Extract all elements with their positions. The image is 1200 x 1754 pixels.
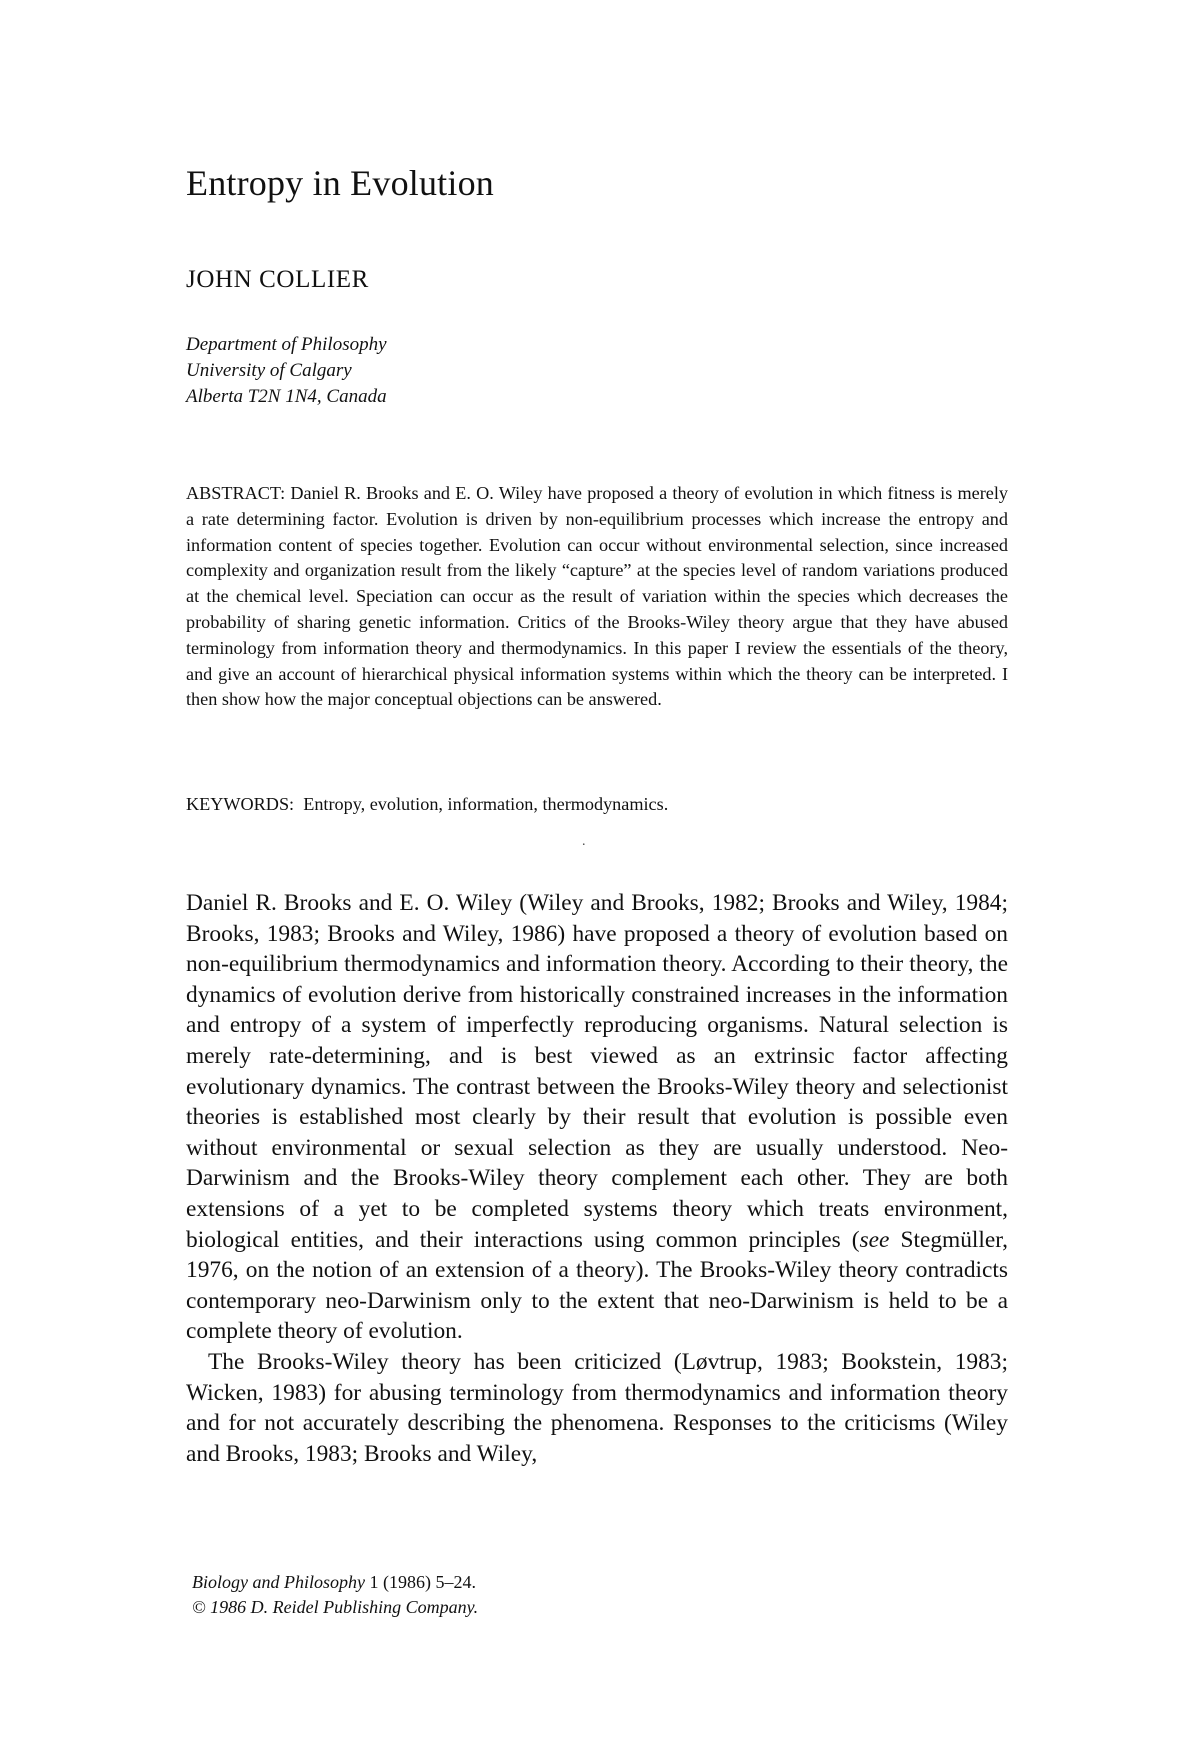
emphasis-text: see bbox=[859, 1226, 890, 1253]
affiliation-line: Alberta T2N 1N4, Canada bbox=[186, 386, 387, 407]
citation-footer bbox=[192, 1570, 478, 1620]
journal-citation bbox=[192, 1570, 478, 1595]
keywords-label: KEYWORDS: bbox=[186, 794, 295, 814]
copyright-notice: © 1986 D. Reidel Publishing Company. bbox=[192, 1597, 479, 1617]
affiliation-line: Department of Philosophy bbox=[186, 334, 387, 355]
paragraph: The Brooks-Wiley theory has been criticized (Løvtrup, 1983; Bookstein, 1983; Wicken, 1983) for abusing terminology from thermodynamics and information theory and for not accurately describing the phenomena. Responses to the criticisms (Wiley and Brooks, 1983; Brooks and Wiley, bbox=[186, 1348, 1008, 1467]
article-title: Entropy in Evolution bbox=[186, 163, 494, 203]
volume-pages: 1 (1986) 5–24. bbox=[364, 1572, 476, 1592]
abstract-label: ABSTRACT: bbox=[186, 483, 286, 503]
paragraph-text: Daniel R. Brooks and E. O. Wiley (Wiley and Brooks, 1982; Brooks and Wiley, 1984; Brooks, 1983; Brooks and Wiley, 1986) have proposed a theory of evolution based on non-equilibrium thermodynamics and information theory. According to their theory, the dynamics of evolution derive from historically constrained increases in the information and entropy of a system of imperfectly reproducing organisms. Natural selection is merely rate-determining, and is best viewed as an extrinsic factor affecting evolutionary dynamics. The contrast between the Brooks-Wiley theory and selectionist theories is established most clearly by their result that evolution is possible even without environmental or sexual selection as they are usually understood. Neo-Darwinism and the Brooks-Wiley theory complement each other. They are both extensions of a yet to be completed systems theory which treats environment, biological entities, and their interactions using common principles ( bbox=[186, 890, 1008, 1253]
body-text bbox=[186, 888, 1008, 1469]
journal-name: Biology and Philosophy bbox=[192, 1572, 365, 1592]
paragraph bbox=[186, 888, 1008, 1347]
affiliation-line: University of Calgary bbox=[186, 360, 352, 381]
keywords bbox=[186, 791, 1008, 817]
abstract-text: Daniel R. Brooks and E. O. Wiley have proposed a theory of evolution in which fitness is merely a rate determining factor. Evolution is driven by non-equilibrium processes which increase the entropy and information content of species together. Evolution can occur without environmental selection, since increased complexity and organization result from the likely “capture” at the species level of random variations produced at the chemical level. Speciation can occur as the result of variation within the species which decreases the probability of sharing genetic information. Critics of the Brooks-Wiley theory argue that they have abused terminology from information theory and thermodynamics. In this paper I review the essentials of the theory, and give an account of hierarchical physical information systems within which the theory can be interpreted. I then show how the major conceptual objections can be answered. bbox=[186, 483, 1008, 710]
keywords-text: Entropy, evolution, information, thermodynamics. bbox=[303, 794, 669, 814]
abstract bbox=[186, 481, 1008, 713]
paragraph-text: Stegmüller, 1976, on the notion of an extension of a theory). The Brooks-Wiley theory contradicts contemporary neo-Darwinism only to the extent that neo-Darwinism is held to be a complete theory of evolution. bbox=[186, 1226, 1008, 1345]
author-name: JOHN COLLIER bbox=[186, 266, 369, 293]
author-affiliation bbox=[186, 332, 387, 410]
separator-mark: . bbox=[582, 834, 586, 849]
